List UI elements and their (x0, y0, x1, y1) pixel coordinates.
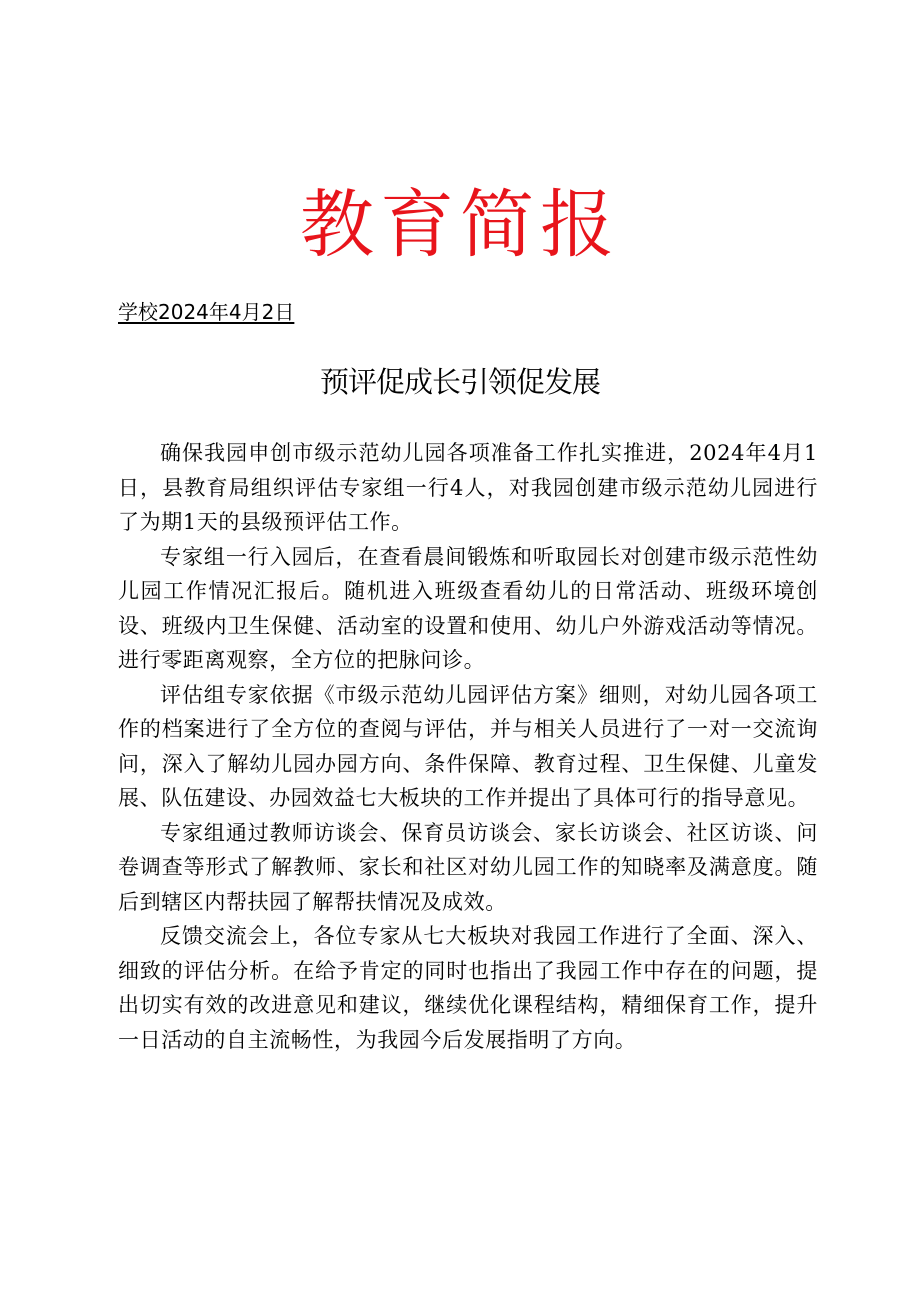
article-title: 预评促成长引领促发展 (319, 365, 600, 399)
newsletter-masthead: 教育简报 (300, 182, 620, 268)
body-paragraph: 反馈交流会上，各位专家从七大板块对我园工作进行了全面、深入、细致的评估分析。在给予肯定的同时也指出了我园工作中存在的问题，提出切实有效的改进意见和建议，继续优化课程结构，精细保育工作，提升一日活动的自主流畅性，为我园今后发展指明了方向。 (118, 924, 818, 1052)
body-paragraph: 专家组通过教师访谈会、保育员访谈会、家长访谈会、社区访谈、问卷调查等形式了解教师、家长和社区对幼儿园工作的知晓率及满意度。随后到辖区内帮扶园了解帮扶情况及成效。 (118, 820, 818, 914)
issue-dateline: 学校2024年4月2日 (118, 300, 295, 324)
body-paragraph: 确保我园申创市级示范幼儿园各项准备工作扎实推进，2024年4月1日，县教育局组织评估专家组一行4人，对我园创建市级示范幼儿园进行了为期1天的县级预评估工作。 (118, 441, 818, 534)
body-paragraph: 评估组专家依据《市级示范幼儿园评估方案》细则，对幼儿园各项工作的档案进行了全方位的查阅与评估，并与相关人员进行了一对一交流询问，深入了解幼儿园办园方向、条件保障、教育过程、卫生保健、儿童发展、队伍建设、办园效益七大板块的工作并提出了具体可行的指导意见。 (118, 682, 818, 810)
body-paragraph: 专家组一行入园后，在查看晨间锻炼和听取园长对创建市级示范性幼儿园工作情况汇报后。随机进入班级查看幼儿的日常活动、班级环境创设、班级内卫生保健、活动室的设置和使用、幼儿户外游戏活动等情况。进行零距离观察，全方位的把脉问诊。 (118, 544, 818, 672)
article-body (118, 436, 818, 1057)
